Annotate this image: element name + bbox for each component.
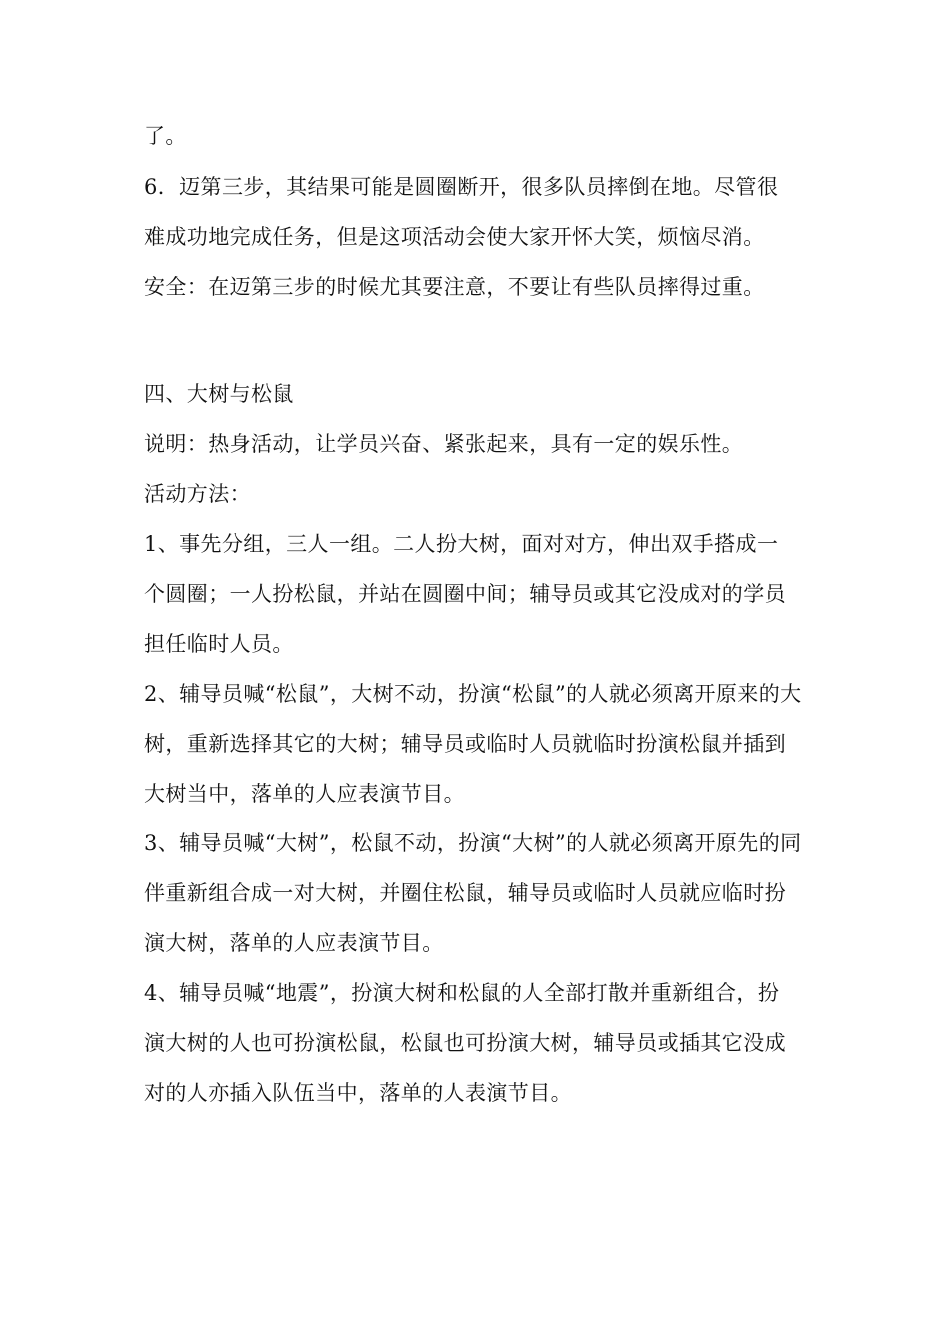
- step-4-line-1: 4、辅导员喊“地震”，扮演大树和松鼠的人全部打散并重新组合，扮: [144, 981, 780, 1005]
- step-2-line-3: 大树当中，落单的人应表演节目。: [144, 782, 465, 806]
- section-heading: 四、大树与松鼠: [144, 382, 294, 406]
- safety-note: 安全：在迈第三步的时候尤其要注意，不要让有些队员摔得过重。: [144, 275, 765, 299]
- step-2-line-1: 2、辅导员喊“松鼠”，大树不动，扮演“松鼠”的人就必须离开原来的大: [144, 682, 802, 706]
- method-label: 活动方法：: [144, 482, 251, 506]
- step-3-line-1: 3、辅导员喊“大树”，松鼠不动，扮演“大树”的人就必须离开原先的同: [144, 831, 802, 855]
- step-2-line-2: 树，重新选择其它的大树；辅导员或临时人员就临时扮演松鼠并插到: [144, 732, 786, 756]
- step-1-line-2: 个圆圈；一人扮松鼠，并站在圆圈中间；辅导员或其它没成对的学员: [144, 582, 786, 606]
- item-6-line-1: 6．迈第三步，其结果可能是圆圈断开，很多队员摔倒在地。尽管很: [144, 175, 779, 199]
- section-description: 说明：热身活动，让学员兴奋、紧张起来，具有一定的娱乐性。: [144, 432, 744, 456]
- step-3-line-2: 伴重新组合成一对大树，并圈住松鼠，辅导员或临时人员就应临时扮: [144, 881, 786, 905]
- step-1-line-1: 1、事先分组，三人一组。二人扮大树，面对对方，伸出双手搭成一: [144, 532, 779, 556]
- step-3-line-3: 演大树，落单的人应表演节目。: [144, 931, 444, 955]
- paragraph-tail: 了。: [144, 124, 187, 148]
- item-6-line-2: 难成功地完成任务，但是这项活动会使大家开怀大笑，烦恼尽消。: [144, 225, 765, 249]
- step-1-line-3: 担任临时人员。: [144, 632, 294, 656]
- step-4-line-2: 演大树的人也可扮演松鼠，松鼠也可扮演大树，辅导员或插其它没成: [144, 1031, 786, 1055]
- step-4-line-3: 对的人亦插入队伍当中，落单的人表演节目。: [144, 1081, 572, 1105]
